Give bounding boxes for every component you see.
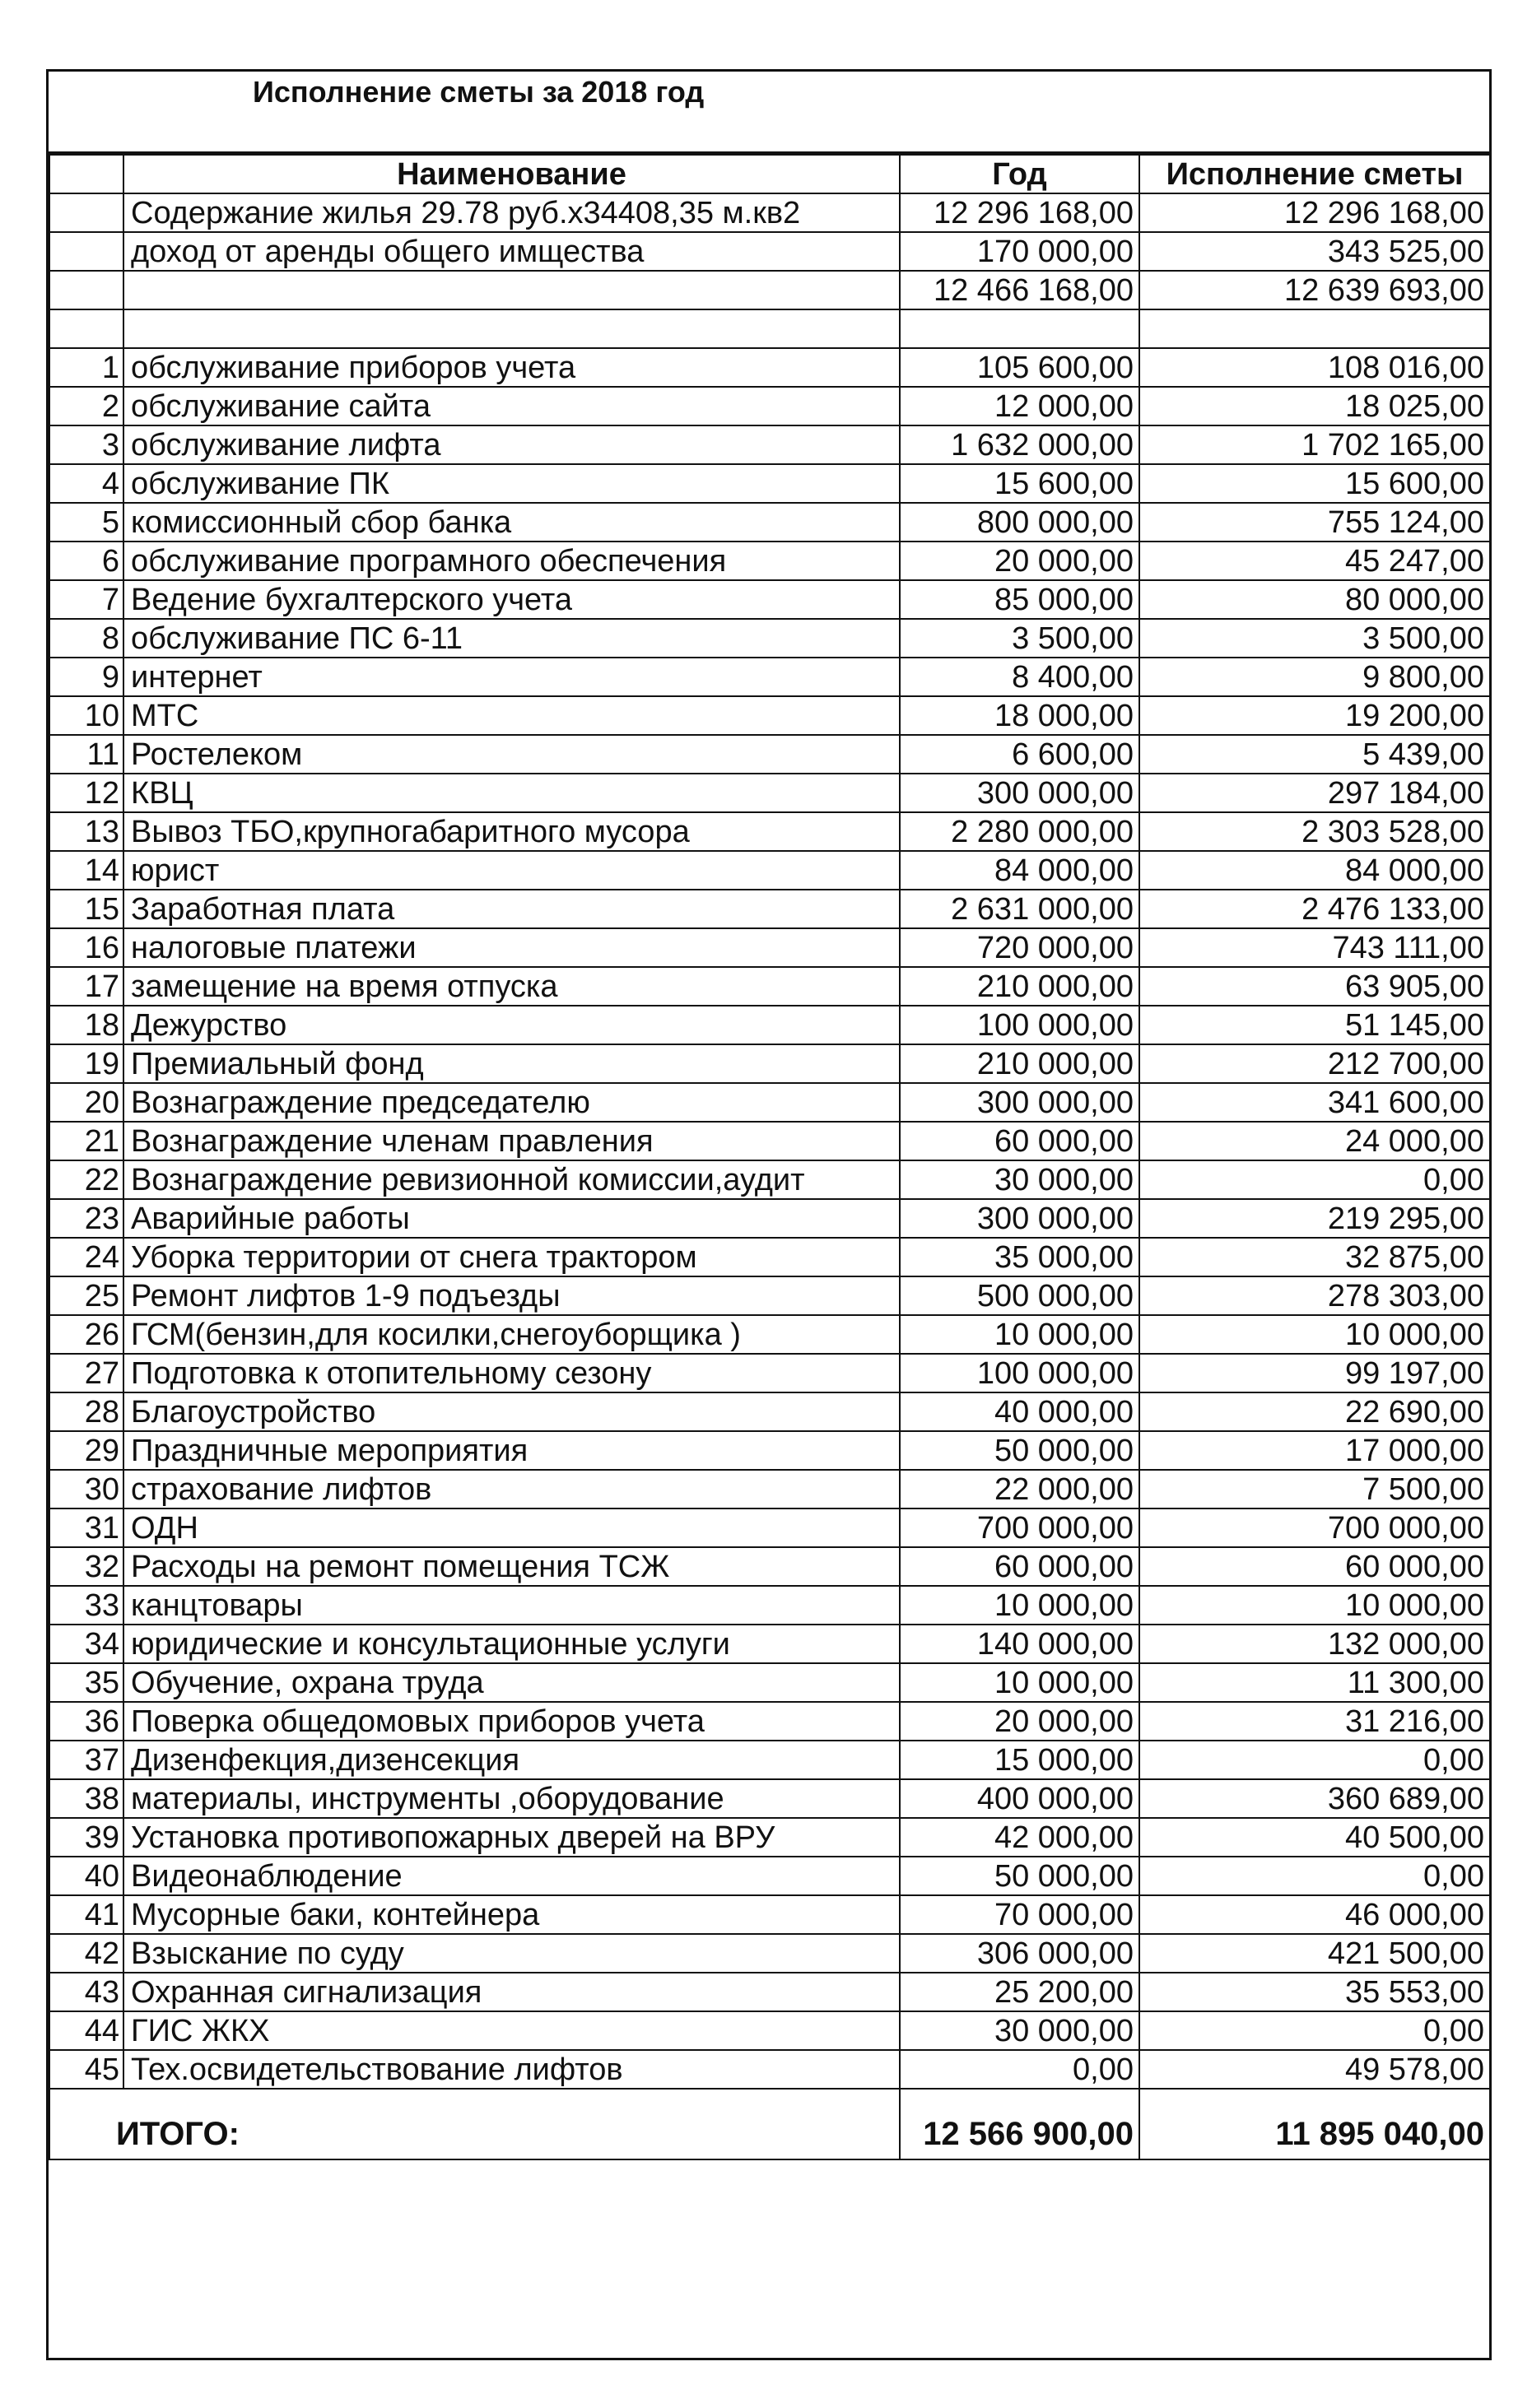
item-name: комиссионный сбор банка xyxy=(123,503,900,542)
item-year: 3 500,00 xyxy=(900,619,1139,658)
row-number: 5 xyxy=(49,503,123,542)
item-year: 12 000,00 xyxy=(900,387,1139,425)
table-row xyxy=(49,580,1490,619)
item-name: обслуживание сайта xyxy=(123,387,900,425)
item-year: 210 000,00 xyxy=(900,1044,1139,1083)
row-number: 38 xyxy=(49,1779,123,1818)
item-year: 15 600,00 xyxy=(900,464,1139,503)
table-row xyxy=(49,2011,1490,2050)
item-execution: 2 303 528,00 xyxy=(1139,812,1490,851)
item-name: Охранная сигнализация xyxy=(123,1973,900,2011)
item-execution: 18 025,00 xyxy=(1139,387,1490,425)
item-execution: 743 111,00 xyxy=(1139,928,1490,967)
document-title: Исполнение сметы за 2018 год xyxy=(253,75,705,109)
row-number: 2 xyxy=(49,387,123,425)
item-name: Праздничные мероприятия xyxy=(123,1431,900,1470)
item-execution: 10 000,00 xyxy=(1139,1315,1490,1354)
row-number: 14 xyxy=(49,851,123,890)
item-year: 400 000,00 xyxy=(900,1779,1139,1818)
item-execution: 0,00 xyxy=(1139,1857,1490,1895)
item-execution: 17 000,00 xyxy=(1139,1431,1490,1470)
item-execution: 0,00 xyxy=(1139,1741,1490,1779)
item-name: Тех.освидетельствование лифтов xyxy=(123,2050,900,2089)
item-execution: 31 216,00 xyxy=(1139,1702,1490,1741)
income-name xyxy=(123,271,900,309)
table-row xyxy=(49,1934,1490,1973)
item-execution: 5 439,00 xyxy=(1139,735,1490,774)
item-year: 10 000,00 xyxy=(900,1586,1139,1625)
item-year: 42 000,00 xyxy=(900,1818,1139,1857)
item-execution: 0,00 xyxy=(1139,1160,1490,1199)
item-name: обслуживание лифта xyxy=(123,425,900,464)
item-execution: 11 300,00 xyxy=(1139,1663,1490,1702)
table-row xyxy=(49,503,1490,542)
table-row xyxy=(49,1431,1490,1470)
item-year: 60 000,00 xyxy=(900,1122,1139,1160)
row-number: 12 xyxy=(49,774,123,812)
item-name: Дежурство xyxy=(123,1006,900,1044)
item-execution: 9 800,00 xyxy=(1139,658,1490,696)
item-execution: 1 702 165,00 xyxy=(1139,425,1490,464)
item-name: ГСМ(бензин,для косилки,снегоуборщика ) xyxy=(123,1315,900,1354)
row-number: 4 xyxy=(49,464,123,503)
table-row xyxy=(49,735,1490,774)
item-year: 30 000,00 xyxy=(900,1160,1139,1199)
item-execution: 99 197,00 xyxy=(1139,1354,1490,1392)
item-year: 84 000,00 xyxy=(900,851,1139,890)
item-year: 25 200,00 xyxy=(900,1973,1139,2011)
estimate-table xyxy=(49,154,1491,2160)
row-number: 28 xyxy=(49,1392,123,1431)
item-name: Расходы на ремонт помещения ТСЖ xyxy=(123,1547,900,1586)
empty-cell xyxy=(900,309,1139,348)
row-number: 6 xyxy=(49,542,123,580)
item-name: Обучение, охрана труда xyxy=(123,1663,900,1702)
table-row xyxy=(49,1470,1490,1508)
total-row xyxy=(49,2089,1490,2159)
item-name: Установка противопожарных дверей на ВРУ xyxy=(123,1818,900,1857)
item-name: Видеонаблюдение xyxy=(123,1857,900,1895)
total-label: ИТОГО: xyxy=(49,2089,900,2159)
item-name: Аварийные работы xyxy=(123,1199,900,1238)
item-year: 22 000,00 xyxy=(900,1470,1139,1508)
table-row xyxy=(49,1702,1490,1741)
item-name: Ростелеком xyxy=(123,735,900,774)
item-execution: 19 200,00 xyxy=(1139,696,1490,735)
row-number: 40 xyxy=(49,1857,123,1895)
item-name: Вознаграждение ревизионной комиссии,аудит xyxy=(123,1160,900,1199)
item-name: КВЦ xyxy=(123,774,900,812)
item-year: 300 000,00 xyxy=(900,1083,1139,1122)
item-year: 100 000,00 xyxy=(900,1354,1139,1392)
row-number: 7 xyxy=(49,580,123,619)
item-year: 300 000,00 xyxy=(900,1199,1139,1238)
table-row xyxy=(49,1044,1490,1083)
row-number: 42 xyxy=(49,1934,123,1973)
table-row xyxy=(49,928,1490,967)
item-year: 306 000,00 xyxy=(900,1934,1139,1973)
item-name: обслуживание програмного обеспечения xyxy=(123,542,900,580)
item-year: 15 000,00 xyxy=(900,1741,1139,1779)
empty-cell xyxy=(1139,309,1490,348)
table-row xyxy=(49,1122,1490,1160)
item-year: 40 000,00 xyxy=(900,1392,1139,1431)
table-row xyxy=(49,1315,1490,1354)
item-name: Вознаграждение председателю xyxy=(123,1083,900,1122)
item-name: Вознаграждение членам правления xyxy=(123,1122,900,1160)
row-number: 9 xyxy=(49,658,123,696)
row-number: 31 xyxy=(49,1508,123,1547)
item-year: 300 000,00 xyxy=(900,774,1139,812)
row-number: 33 xyxy=(49,1586,123,1625)
item-year: 210 000,00 xyxy=(900,967,1139,1006)
row-number: 18 xyxy=(49,1006,123,1044)
table-row xyxy=(49,1276,1490,1315)
table-row xyxy=(49,1199,1490,1238)
item-execution: 2 476 133,00 xyxy=(1139,890,1490,928)
item-execution: 84 000,00 xyxy=(1139,851,1490,890)
item-name: Заработная плата xyxy=(123,890,900,928)
item-year: 500 000,00 xyxy=(900,1276,1139,1315)
header-row xyxy=(49,155,1490,193)
item-execution: 341 600,00 xyxy=(1139,1083,1490,1122)
row-number: 27 xyxy=(49,1354,123,1392)
table-row xyxy=(49,658,1490,696)
row-number: 29 xyxy=(49,1431,123,1470)
row-number: 11 xyxy=(49,735,123,774)
item-name: Уборка территории от снега трактором xyxy=(123,1238,900,1276)
table-row xyxy=(49,812,1490,851)
table-row xyxy=(49,1625,1490,1663)
item-name: Премиальный фонд xyxy=(123,1044,900,1083)
item-year: 35 000,00 xyxy=(900,1238,1139,1276)
row-number: 24 xyxy=(49,1238,123,1276)
item-year: 800 000,00 xyxy=(900,503,1139,542)
item-name: обслуживание ПК xyxy=(123,464,900,503)
table-row xyxy=(49,1083,1490,1122)
item-year: 105 600,00 xyxy=(900,348,1139,387)
item-year: 720 000,00 xyxy=(900,928,1139,967)
row-number: 44 xyxy=(49,2011,123,2050)
item-year: 2 631 000,00 xyxy=(900,890,1139,928)
row-number xyxy=(49,271,123,309)
row-number: 19 xyxy=(49,1044,123,1083)
row-number: 8 xyxy=(49,619,123,658)
item-year: 50 000,00 xyxy=(900,1857,1139,1895)
row-number: 39 xyxy=(49,1818,123,1857)
table-row xyxy=(49,542,1490,580)
row-number: 45 xyxy=(49,2050,123,2089)
table-row xyxy=(49,851,1490,890)
table-row xyxy=(49,1006,1490,1044)
item-execution: 80 000,00 xyxy=(1139,580,1490,619)
item-name: замещение на время отпуска xyxy=(123,967,900,1006)
item-name: Вывоз ТБО,крупногабаритного мусора xyxy=(123,812,900,851)
table-row xyxy=(49,1779,1490,1818)
item-execution: 10 000,00 xyxy=(1139,1586,1490,1625)
item-execution: 32 875,00 xyxy=(1139,1238,1490,1276)
item-name: Взыскание по суду xyxy=(123,1934,900,1973)
item-name: Мусорные баки, контейнера xyxy=(123,1895,900,1934)
item-execution: 40 500,00 xyxy=(1139,1818,1490,1857)
title-row xyxy=(49,72,1489,154)
item-name: канцтовары xyxy=(123,1586,900,1625)
table-row xyxy=(49,1895,1490,1934)
item-year: 140 000,00 xyxy=(900,1625,1139,1663)
income-execution: 12 639 693,00 xyxy=(1139,271,1490,309)
item-execution: 212 700,00 xyxy=(1139,1044,1490,1083)
table-row xyxy=(49,1508,1490,1547)
item-execution: 63 905,00 xyxy=(1139,967,1490,1006)
row-number: 3 xyxy=(49,425,123,464)
header-execution: Исполнение сметы xyxy=(1139,155,1490,193)
item-execution: 360 689,00 xyxy=(1139,1779,1490,1818)
row-number: 37 xyxy=(49,1741,123,1779)
item-year: 2 280 000,00 xyxy=(900,812,1139,851)
table-row xyxy=(49,1354,1490,1392)
item-year: 70 000,00 xyxy=(900,1895,1139,1934)
item-year: 30 000,00 xyxy=(900,2011,1139,2050)
item-execution: 7 500,00 xyxy=(1139,1470,1490,1508)
item-execution: 24 000,00 xyxy=(1139,1122,1490,1160)
row-number: 36 xyxy=(49,1702,123,1741)
item-name: Дизенфекция,дизенсекция xyxy=(123,1741,900,1779)
table-row xyxy=(49,2050,1490,2089)
income-row xyxy=(49,193,1490,232)
table-row xyxy=(49,1586,1490,1625)
item-name: налоговые платежи xyxy=(123,928,900,967)
income-name: Содержание жилья 29.78 руб.х34408,35 м.кв2 xyxy=(123,193,900,232)
item-year: 10 000,00 xyxy=(900,1663,1139,1702)
item-execution: 132 000,00 xyxy=(1139,1625,1490,1663)
item-execution: 35 553,00 xyxy=(1139,1973,1490,2011)
item-name: страхование лифтов xyxy=(123,1470,900,1508)
income-execution: 12 296 168,00 xyxy=(1139,193,1490,232)
item-year: 85 000,00 xyxy=(900,580,1139,619)
income-name: доход от аренды общего имщества xyxy=(123,232,900,271)
item-year: 20 000,00 xyxy=(900,542,1139,580)
income-row xyxy=(49,271,1490,309)
row-number: 35 xyxy=(49,1663,123,1702)
income-year: 12 466 168,00 xyxy=(900,271,1139,309)
row-number: 21 xyxy=(49,1122,123,1160)
row-number: 25 xyxy=(49,1276,123,1315)
item-name: юридические и консультационные услуги xyxy=(123,1625,900,1663)
item-execution: 15 600,00 xyxy=(1139,464,1490,503)
item-execution: 278 303,00 xyxy=(1139,1276,1490,1315)
row-number: 32 xyxy=(49,1547,123,1586)
item-execution: 755 124,00 xyxy=(1139,503,1490,542)
row-number: 15 xyxy=(49,890,123,928)
empty-cell xyxy=(123,309,900,348)
row-number: 17 xyxy=(49,967,123,1006)
row-number: 26 xyxy=(49,1315,123,1354)
table-row xyxy=(49,967,1490,1006)
header-number xyxy=(49,155,123,193)
row-number: 30 xyxy=(49,1470,123,1508)
row-number: 22 xyxy=(49,1160,123,1199)
item-name: обслуживание приборов учета xyxy=(123,348,900,387)
item-name: Ведение бухгалтерского учета xyxy=(123,580,900,619)
item-year: 50 000,00 xyxy=(900,1431,1139,1470)
row-number: 23 xyxy=(49,1199,123,1238)
separator-row xyxy=(49,309,1490,348)
item-execution: 46 000,00 xyxy=(1139,1895,1490,1934)
table-row xyxy=(49,387,1490,425)
item-execution: 700 000,00 xyxy=(1139,1508,1490,1547)
row-number: 20 xyxy=(49,1083,123,1122)
row-number: 16 xyxy=(49,928,123,967)
table-row xyxy=(49,1160,1490,1199)
table-row xyxy=(49,774,1490,812)
row-number xyxy=(49,232,123,271)
estimate-sheet xyxy=(46,69,1492,2360)
item-year: 10 000,00 xyxy=(900,1315,1139,1354)
row-number: 1 xyxy=(49,348,123,387)
table-row xyxy=(49,1818,1490,1857)
row-number: 43 xyxy=(49,1973,123,2011)
item-execution: 421 500,00 xyxy=(1139,1934,1490,1973)
table-row xyxy=(49,890,1490,928)
item-name: Поверка общедомовых приборов учета xyxy=(123,1702,900,1741)
item-execution: 0,00 xyxy=(1139,2011,1490,2050)
income-row xyxy=(49,232,1490,271)
table-row xyxy=(49,1547,1490,1586)
item-name: ОДН xyxy=(123,1508,900,1547)
item-name: Ремонт лифтов 1-9 подъезды xyxy=(123,1276,900,1315)
item-name: интернет xyxy=(123,658,900,696)
item-execution: 45 247,00 xyxy=(1139,542,1490,580)
item-year: 20 000,00 xyxy=(900,1702,1139,1741)
item-execution: 108 016,00 xyxy=(1139,348,1490,387)
item-year: 100 000,00 xyxy=(900,1006,1139,1044)
income-year: 170 000,00 xyxy=(900,232,1139,271)
item-name: юрист xyxy=(123,851,900,890)
item-year: 1 632 000,00 xyxy=(900,425,1139,464)
item-year: 8 400,00 xyxy=(900,658,1139,696)
row-number: 41 xyxy=(49,1895,123,1934)
item-name: обслуживание ПС 6-11 xyxy=(123,619,900,658)
table-row xyxy=(49,1973,1490,2011)
table-row xyxy=(49,1663,1490,1702)
item-name: Подготовка к отопительному сезону xyxy=(123,1354,900,1392)
item-year: 700 000,00 xyxy=(900,1508,1139,1547)
item-year: 6 600,00 xyxy=(900,735,1139,774)
table-row xyxy=(49,619,1490,658)
item-year: 18 000,00 xyxy=(900,696,1139,735)
item-execution: 297 184,00 xyxy=(1139,774,1490,812)
header-name: Наименование xyxy=(123,155,900,193)
table-row xyxy=(49,1392,1490,1431)
income-execution: 343 525,00 xyxy=(1139,232,1490,271)
item-name: материалы, инструменты ,оборудование xyxy=(123,1779,900,1818)
empty-cell xyxy=(49,309,123,348)
row-number xyxy=(49,193,123,232)
table-row xyxy=(49,464,1490,503)
table-row xyxy=(49,425,1490,464)
item-execution: 60 000,00 xyxy=(1139,1547,1490,1586)
row-number: 13 xyxy=(49,812,123,851)
row-number: 34 xyxy=(49,1625,123,1663)
row-number: 10 xyxy=(49,696,123,735)
table-row xyxy=(49,348,1490,387)
item-year: 0,00 xyxy=(900,2050,1139,2089)
header-year: Год xyxy=(900,155,1139,193)
total-year: 12 566 900,00 xyxy=(900,2089,1139,2159)
table-body xyxy=(49,193,1490,2159)
income-year: 12 296 168,00 xyxy=(900,193,1139,232)
total-execution: 11 895 040,00 xyxy=(1139,2089,1490,2159)
table-row xyxy=(49,696,1490,735)
table-row xyxy=(49,1857,1490,1895)
table-row xyxy=(49,1238,1490,1276)
item-execution: 219 295,00 xyxy=(1139,1199,1490,1238)
item-execution: 3 500,00 xyxy=(1139,619,1490,658)
table-row xyxy=(49,1741,1490,1779)
item-execution: 22 690,00 xyxy=(1139,1392,1490,1431)
item-year: 60 000,00 xyxy=(900,1547,1139,1586)
item-execution: 51 145,00 xyxy=(1139,1006,1490,1044)
item-name: Благоустройство xyxy=(123,1392,900,1431)
item-execution: 49 578,00 xyxy=(1139,2050,1490,2089)
item-name: ГИС ЖКХ xyxy=(123,2011,900,2050)
item-name: МТС xyxy=(123,696,900,735)
